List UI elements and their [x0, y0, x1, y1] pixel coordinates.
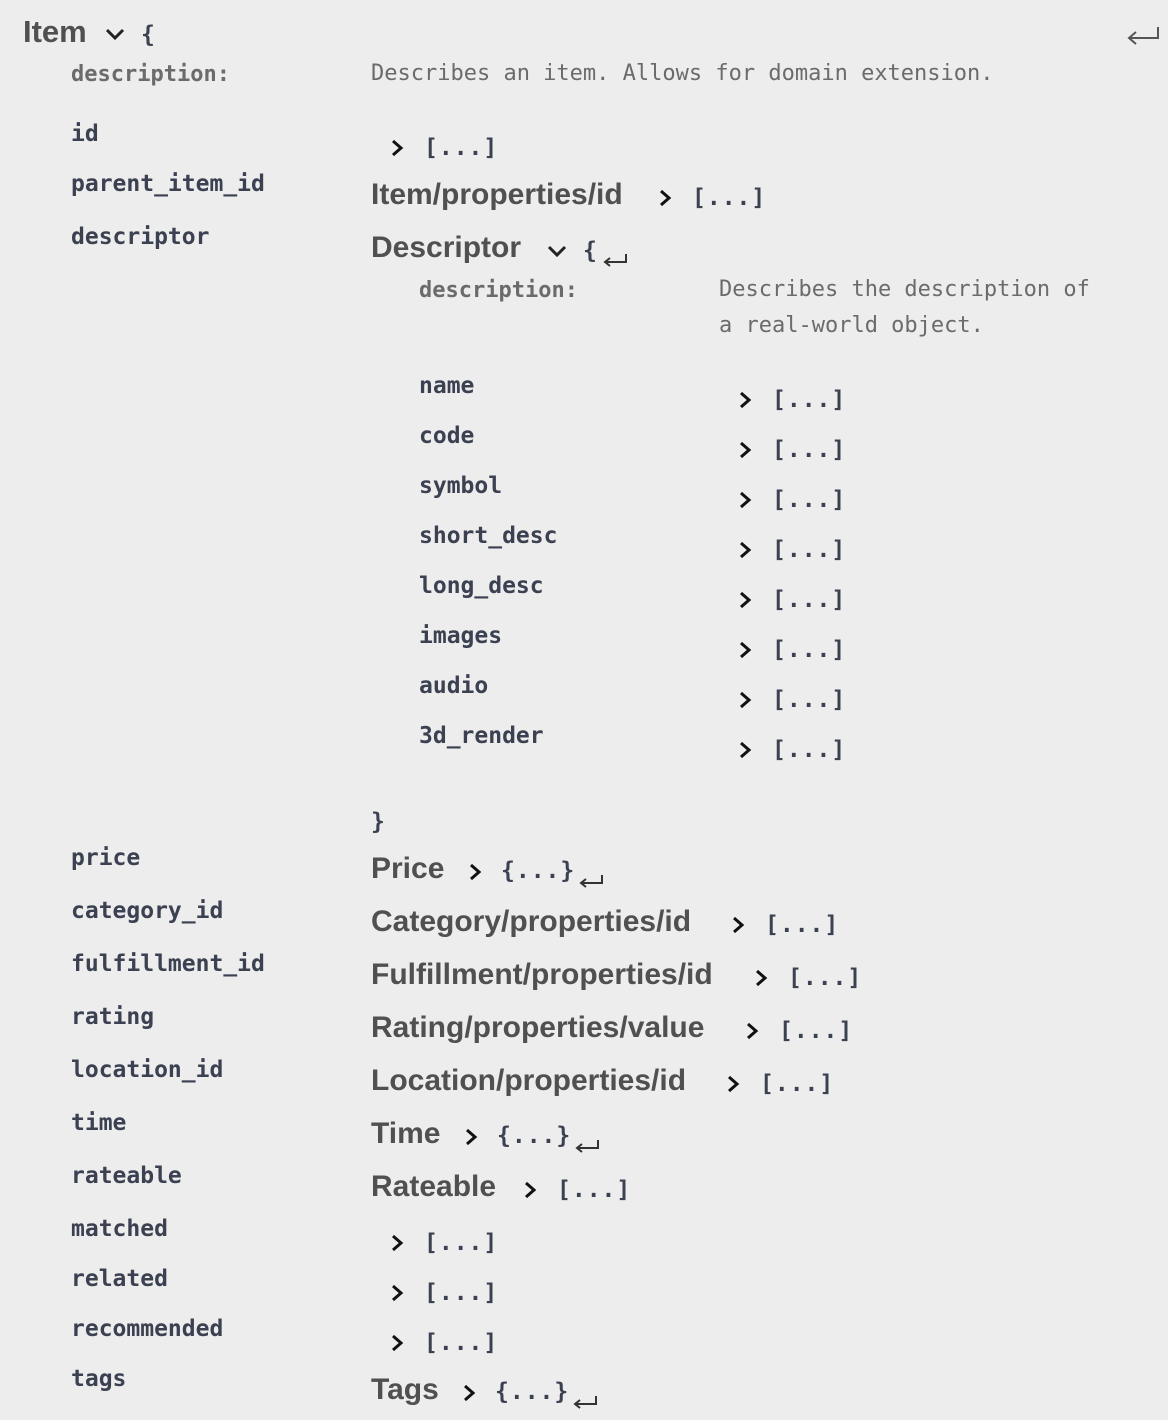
property-key-rating: rating [71, 1004, 155, 1030]
collapsed-array-parent-item-id[interactable]: [...] [692, 185, 767, 211]
collapsed-array-long-desc[interactable]: [...] [772, 587, 847, 613]
ref-title-fulfillment-id[interactable]: Fulfillment/properties/id [371, 958, 713, 991]
chevron-right-icon[interactable] [521, 1180, 539, 1204]
return-arrow-icon[interactable] [574, 1138, 600, 1158]
property-key-recommended: recommended [71, 1316, 224, 1342]
property-key-location-id: location_id [71, 1057, 224, 1083]
descriptor-title[interactable]: Descriptor [371, 231, 522, 264]
collapsed-array-code[interactable]: [...] [772, 437, 847, 463]
collapsed-object-price[interactable]: {...} [501, 858, 576, 884]
chevron-right-icon[interactable] [388, 1283, 406, 1307]
descriptor-key-symbol: symbol [419, 473, 503, 499]
collapsed-array-matched[interactable]: [...] [424, 1230, 499, 1256]
chevron-right-icon[interactable] [466, 862, 484, 886]
descriptor-description-label: description: [419, 278, 578, 303]
descriptor-close-brace: } [371, 809, 385, 835]
collapsed-array-recommended[interactable]: [...] [424, 1330, 499, 1356]
model-title[interactable]: Item [23, 14, 87, 49]
descriptor-key-name: name [419, 373, 475, 399]
collapsed-array-symbol[interactable]: [...] [772, 487, 847, 513]
collapsed-array-rating[interactable]: [...] [779, 1018, 854, 1044]
chevron-right-icon[interactable] [656, 188, 674, 212]
return-arrow-icon[interactable] [602, 252, 628, 272]
descriptor-key-code: code [419, 423, 475, 449]
collapsed-array-rateable[interactable]: [...] [557, 1177, 632, 1203]
property-key-rateable: rateable [71, 1163, 182, 1189]
collapsed-object-tags[interactable]: {...} [495, 1379, 570, 1405]
ref-title-parent-item-id[interactable]: Item/properties/id [371, 178, 623, 211]
collapsed-array-related[interactable]: [...] [424, 1280, 499, 1306]
collapsed-array-audio[interactable]: [...] [772, 687, 847, 713]
collapsed-array-3d-render[interactable]: [...] [772, 737, 847, 763]
descriptor-open-brace: { [583, 238, 597, 264]
collapsed-array-location-id[interactable]: [...] [760, 1071, 835, 1097]
chevron-right-icon[interactable] [460, 1383, 478, 1407]
chevron-right-icon[interactable] [388, 1333, 406, 1357]
chevron-right-icon[interactable] [736, 640, 754, 664]
collapsed-object-time[interactable]: {...} [497, 1123, 572, 1149]
chevron-right-icon[interactable] [736, 590, 754, 614]
chevron-right-icon[interactable] [736, 490, 754, 514]
property-key-id: id [71, 121, 99, 147]
return-arrow-icon[interactable] [572, 1394, 598, 1414]
collapsed-array-name[interactable]: [...] [772, 387, 847, 413]
property-key-tags: tags [71, 1366, 127, 1392]
return-arrow-icon[interactable] [578, 873, 604, 893]
chevron-right-icon[interactable] [736, 540, 754, 564]
return-arrow-icon[interactable] [1126, 24, 1160, 50]
property-key-descriptor: descriptor [71, 224, 210, 250]
chevron-down-icon[interactable] [104, 26, 126, 46]
descriptor-key-3d-render: 3d_render [419, 723, 544, 749]
property-key-parent-item-id: parent_item_id [71, 171, 265, 197]
collapsed-array-id[interactable]: [...] [424, 135, 499, 161]
property-key-fulfillment-id: fulfillment_id [71, 951, 265, 977]
ref-title-time[interactable]: Time [371, 1117, 441, 1150]
property-key-time: time [71, 1110, 127, 1136]
ref-title-price[interactable]: Price [371, 852, 445, 885]
chevron-right-icon[interactable] [736, 390, 754, 414]
property-key-category-id: category_id [71, 898, 224, 924]
chevron-right-icon[interactable] [388, 1233, 406, 1257]
model-open-brace: { [141, 22, 155, 48]
model-description-label: description: [71, 62, 230, 87]
ref-title-category-id[interactable]: Category/properties/id [371, 905, 692, 938]
property-key-price: price [71, 845, 141, 871]
descriptor-key-long-desc: long_desc [419, 573, 544, 599]
chevron-right-icon[interactable] [743, 1021, 761, 1045]
chevron-right-icon[interactable] [736, 690, 754, 714]
ref-title-rateable[interactable]: Rateable [371, 1170, 497, 1203]
collapsed-array-images[interactable]: [...] [772, 637, 847, 663]
model-description: Describes an item. Allows for domain extension. [371, 61, 994, 86]
descriptor-key-images: images [419, 623, 503, 649]
descriptor-key-audio: audio [419, 673, 489, 699]
ref-title-location-id[interactable]: Location/properties/id [371, 1064, 687, 1097]
descriptor-description-line-1: Describes the description of [719, 277, 1090, 302]
property-key-related: related [71, 1266, 168, 1292]
chevron-right-icon[interactable] [736, 740, 754, 764]
collapsed-array-fulfillment-id[interactable]: [...] [788, 965, 863, 991]
property-key-matched: matched [71, 1216, 168, 1242]
collapsed-array-category-id[interactable]: [...] [765, 912, 840, 938]
chevron-down-icon[interactable] [546, 243, 568, 263]
chevron-right-icon[interactable] [736, 440, 754, 464]
chevron-right-icon[interactable] [724, 1074, 742, 1098]
collapsed-array-short-desc[interactable]: [...] [772, 537, 847, 563]
chevron-right-icon[interactable] [729, 915, 747, 939]
descriptor-key-short-desc: short_desc [419, 523, 558, 549]
chevron-right-icon[interactable] [462, 1127, 480, 1151]
chevron-right-icon[interactable] [388, 138, 406, 162]
descriptor-description-line-2: a real-world object. [719, 313, 984, 338]
ref-title-rating[interactable]: Rating/properties/value [371, 1011, 705, 1044]
chevron-right-icon[interactable] [752, 968, 770, 992]
ref-title-tags[interactable]: Tags [371, 1373, 439, 1406]
